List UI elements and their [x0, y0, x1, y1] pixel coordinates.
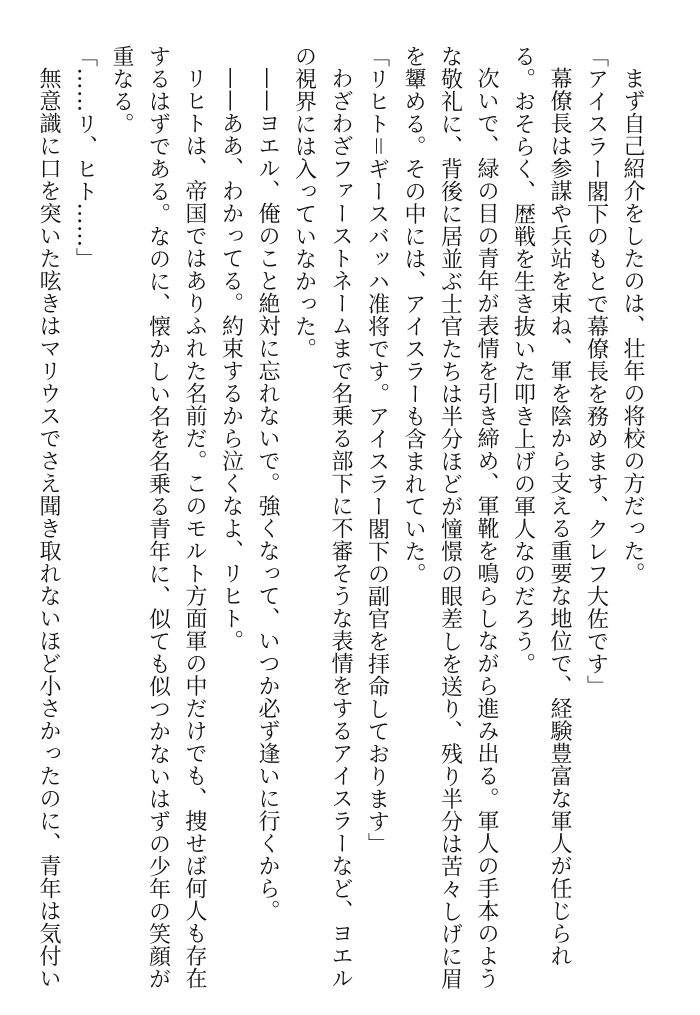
- text-line: ——ヨエル、俺のこと絶対に忘れないで。強くなって、いつか必ず逢いに行くから。: [255, 67, 280, 922]
- text-line: するはずである。なのに、懐かしい名を名乗る青年に、似ても似つかないはずの少年の笑顔が: [145, 45, 171, 990]
- text-line: る。おそらく、歴戦を生き抜いた叩き上げの軍人なのだろう。: [510, 45, 536, 675]
- text-line: 次いで、緑の目の青年が表情を引き締め、軍靴を鳴らしながら進み出る。軍人の手本のよう: [474, 67, 499, 990]
- text-line: な敬礼に、背後に居並ぶ士官たちは半分ほどが憧憬の眼差しを送り、残り半分は苦々しげに眉: [437, 45, 463, 990]
- text-line: の視界には入っていなかった。: [291, 45, 317, 360]
- text-line: 重なる。: [109, 45, 134, 135]
- text-line: わざわざファーストネームまで名乗る部下に不審そうな表情をするアイスラーなど、ヨエル: [328, 67, 353, 990]
- text-line: 幕僚長は参謀や兵站を束ね、軍を陰から支える重要な地位で、経験豊富な軍人が任じられ: [547, 67, 572, 967]
- text-line: まず自己紹介をしたのは、壮年の将校の方だった。: [620, 67, 645, 585]
- text-line: を顰める。その中には、アイスラーも含まれていた。: [401, 45, 426, 585]
- text-line: 「リヒト＝ギースバッハ准将です。アイスラー閣下の副官を拝命しております」: [364, 45, 390, 856]
- vertical-text-body: [30, 45, 651, 990]
- text-line: リヒトは、帝国ではありふれた名前だ。このモルト方面軍の中だけでも、捜せば何人も存在: [182, 67, 207, 990]
- text-line: 「……リ、ヒト……」: [72, 45, 98, 270]
- text-line: 無意識に口を突いた呟きはマリウスでさえ聞き取れないほど小さかったのに、青年は気付い: [36, 67, 61, 990]
- text-line: ——ああ、わかってる。約束するから泣くなよ、リヒト。: [218, 67, 244, 652]
- text-line: 「アイスラー閣下のもとで幕僚長を務めます、クレフ大佐です」: [583, 45, 609, 698]
